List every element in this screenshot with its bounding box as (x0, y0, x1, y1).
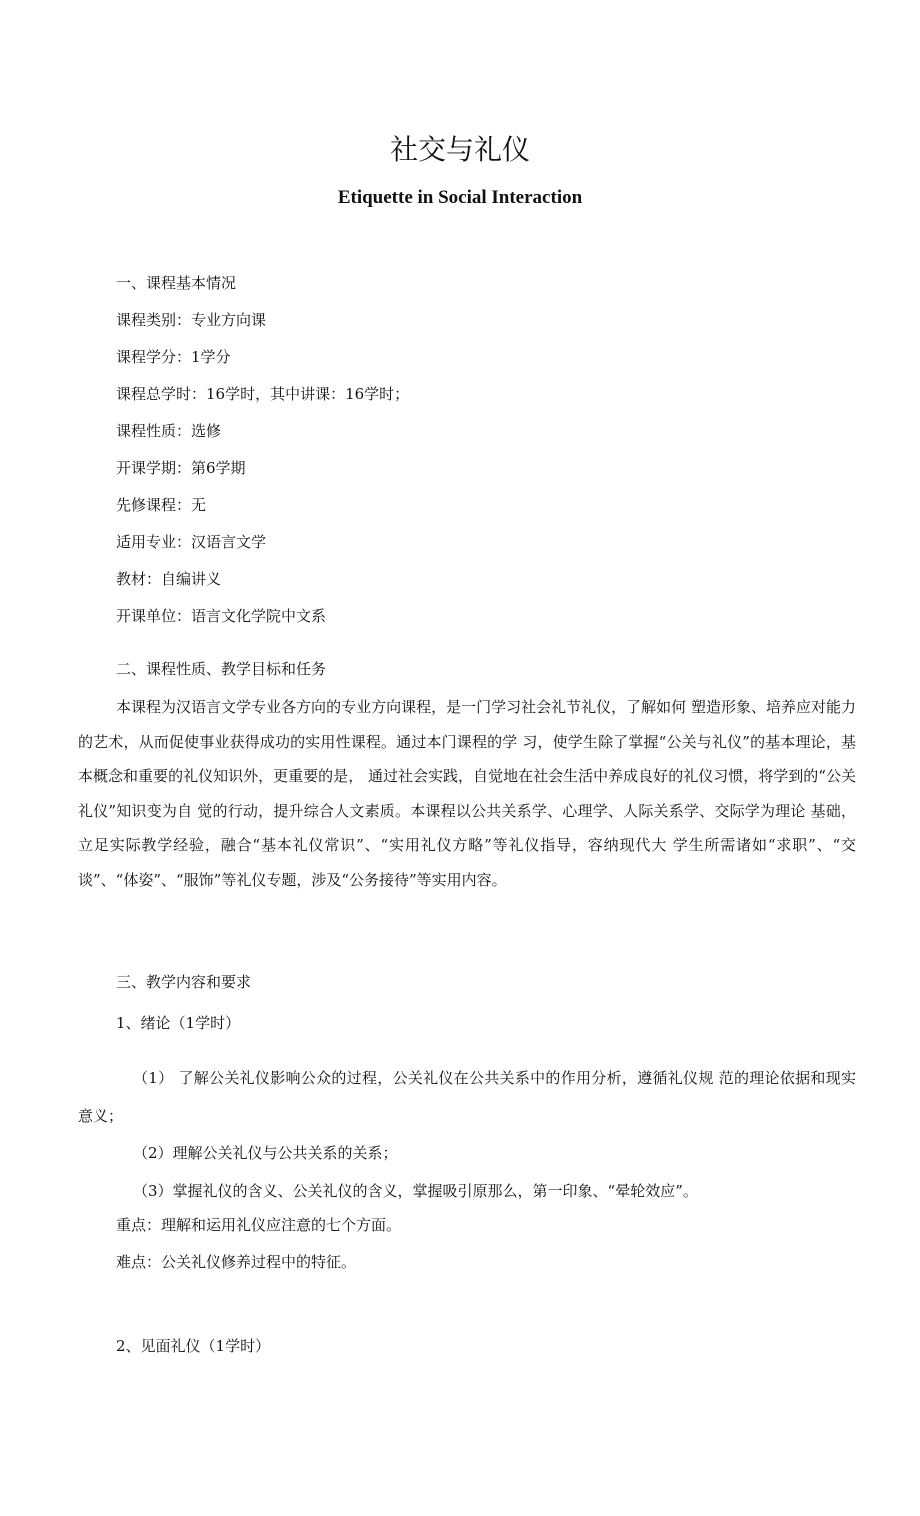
objectives-paragraph: 本课程为汉语言文学专业各方向的专业方向课程，是一门学习社会礼节礼仪，了解如何 塑造形象、培养应对能力的艺术，从而促使事业获得成功的实用性课程。通过本门课程的学 习，使学生除了掌握“公关与礼仪”的基本理论，基本概念和重要的礼仪知识外，更重要的是， 通过社会实践，自觉地在社会生活中养成良好的礼仪习惯，将学到的“公关礼仪”知识变为自 觉的行动，提升综合人文素质。本课程以公共关系学、心理学、人际关系学、交际学为理论 基础，立足实际教学经验，融合“基本礼仪常识”、“实用礼仪方略”等礼仪指导，容纳现代大 学生所需诸如“求职”、“交谈”、“体姿”、“服饰”等礼仪专题，涉及“公务接待”等实用内容。 (78, 698, 856, 889)
section-heading-objectives: 二、课程性质、教学目标和任务 (116, 660, 327, 678)
document-subtitle-english: Etiquette in Social Interaction (337, 187, 583, 208)
course-hours: 课程总学时：16学时，其中讲课：16学时； (116, 385, 410, 403)
course-textbook: 教材：自编讲义 (116, 570, 222, 588)
key-point: 重点：理解和运用礼仪应注意的七个方面。 (116, 1216, 402, 1234)
course-major: 适用专业：汉语言文学 (116, 533, 267, 551)
requirement-point-3: （3）掌握礼仪的含义、公关礼仪的含义，掌握吸引原那么，第一印象、“晕轮效应”。 (133, 1182, 698, 1200)
section-heading-content: 三、教学内容和要求 (116, 973, 252, 991)
course-category: 课程类别：专业方向课 (116, 311, 267, 329)
difficulty-point: 难点：公关礼仪修养过程中的特征。 (116, 1253, 357, 1271)
topic-heading-introduction: 1、绪论（1学时） (116, 1014, 241, 1032)
course-department: 开课单位：语言文化学院中文系 (116, 607, 327, 625)
document-title: 社交与礼仪 (389, 133, 530, 166)
course-credits: 课程学分：1学分 (116, 348, 231, 366)
requirement-point-1: （1） 了解公关礼仪影响公众的过程，公关礼仪在公共关系中的作用分析，遵循礼仪规 范的理论依据和现实意义； (78, 1069, 856, 1125)
course-prerequisite: 先修课程：无 (116, 496, 207, 514)
section-heading-basic-info: 一、课程基本情况 (116, 274, 237, 292)
course-semester: 开课学期：第6学期 (116, 459, 246, 477)
course-nature: 课程性质：选修 (116, 422, 222, 440)
requirement-point-2: （2）理解公关礼仪与公共关系的关系； (133, 1144, 398, 1162)
topic-heading-greeting-etiquette: 2、见面礼仪（1学时） (116, 1337, 271, 1355)
